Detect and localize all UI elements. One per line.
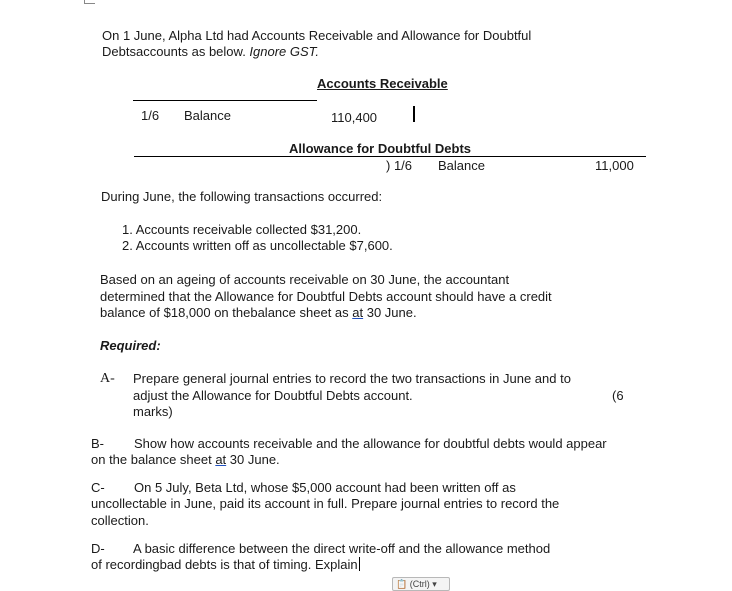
transaction-item-1: 1. Accounts receivable collected $31,200. bbox=[122, 222, 362, 237]
ar-date: 1/6 bbox=[141, 108, 160, 123]
question-d-label: D- bbox=[91, 541, 105, 556]
question-d-line-1: A basic difference between the direct write-off and the allowance method bbox=[133, 541, 551, 556]
ar-amount: 110,400 bbox=[331, 110, 378, 125]
question-a-marks: (6 bbox=[612, 388, 624, 403]
paste-options-button[interactable] bbox=[392, 577, 450, 591]
page-corner-mark bbox=[84, 0, 95, 4]
ageing-line-2: determined that the Allowance for Doubtful Debts account should have a credit bbox=[100, 289, 552, 304]
transaction-item-2: 2. Accounts written off as uncollectable $7,600. bbox=[122, 238, 393, 253]
question-a-marks-cont: marks) bbox=[133, 404, 173, 419]
allowance-account-rule bbox=[134, 156, 646, 157]
intro-line-2: Debtsaccounts as below. Ignore GST. bbox=[102, 44, 320, 59]
ageing-line-1: Based on an ageing of accounts receivable on 30 June, the accountant bbox=[100, 272, 510, 287]
intro-line-1: On 1 June, Alpha Ltd had Accounts Receivable and Allowance for Doubtful bbox=[102, 28, 532, 43]
question-c-label: C- bbox=[91, 480, 105, 495]
question-c-line-2: uncollectable in June, paid its account in full. Prepare journal entries to record the bbox=[91, 496, 560, 511]
allowance-account-title: Allowance for Doubtful Debts bbox=[289, 141, 471, 156]
ar-account-left-rule bbox=[133, 100, 317, 101]
question-a-line-2: adjust the Allowance for Doubtful Debts account. bbox=[133, 388, 413, 403]
question-b-label: B- bbox=[91, 436, 104, 451]
question-d-line-2: of recordingbad debts is that of timing. Explain bbox=[91, 557, 358, 572]
ar-account-title: Accounts Receivable bbox=[317, 76, 448, 91]
clipboard-icon: 📋 bbox=[396, 579, 408, 589]
question-a-label: A- bbox=[100, 371, 115, 386]
ar-account-divider bbox=[413, 106, 415, 122]
transactions-intro: During June, the following transactions occurred: bbox=[101, 189, 383, 204]
question-b-line-2: on the balance sheet at 30 June. bbox=[91, 452, 280, 467]
paste-options-label: (Ctrl) ▾ bbox=[409, 579, 437, 589]
allowance-date: ) 1/6 bbox=[386, 158, 413, 173]
question-b-line-1: Show how accounts receivable and the allowance for doubtful debts would appear bbox=[134, 436, 607, 451]
question-c-line-3: collection. bbox=[91, 513, 149, 528]
text-caret bbox=[359, 557, 360, 571]
question-a-line-1: Prepare general journal entries to record the two transactions in June and to bbox=[133, 371, 571, 386]
question-c-line-1: On 5 July, Beta Ltd, whose $5,000 account had been written off as bbox=[134, 480, 516, 495]
allowance-description: Balance bbox=[438, 158, 485, 173]
ar-description: Balance bbox=[184, 108, 231, 123]
required-heading: Required: bbox=[100, 338, 161, 353]
ageing-line-3: balance of $18,000 on thebalance sheet as at 30 June. bbox=[100, 305, 417, 320]
allowance-amount: 11,000 bbox=[595, 158, 634, 173]
